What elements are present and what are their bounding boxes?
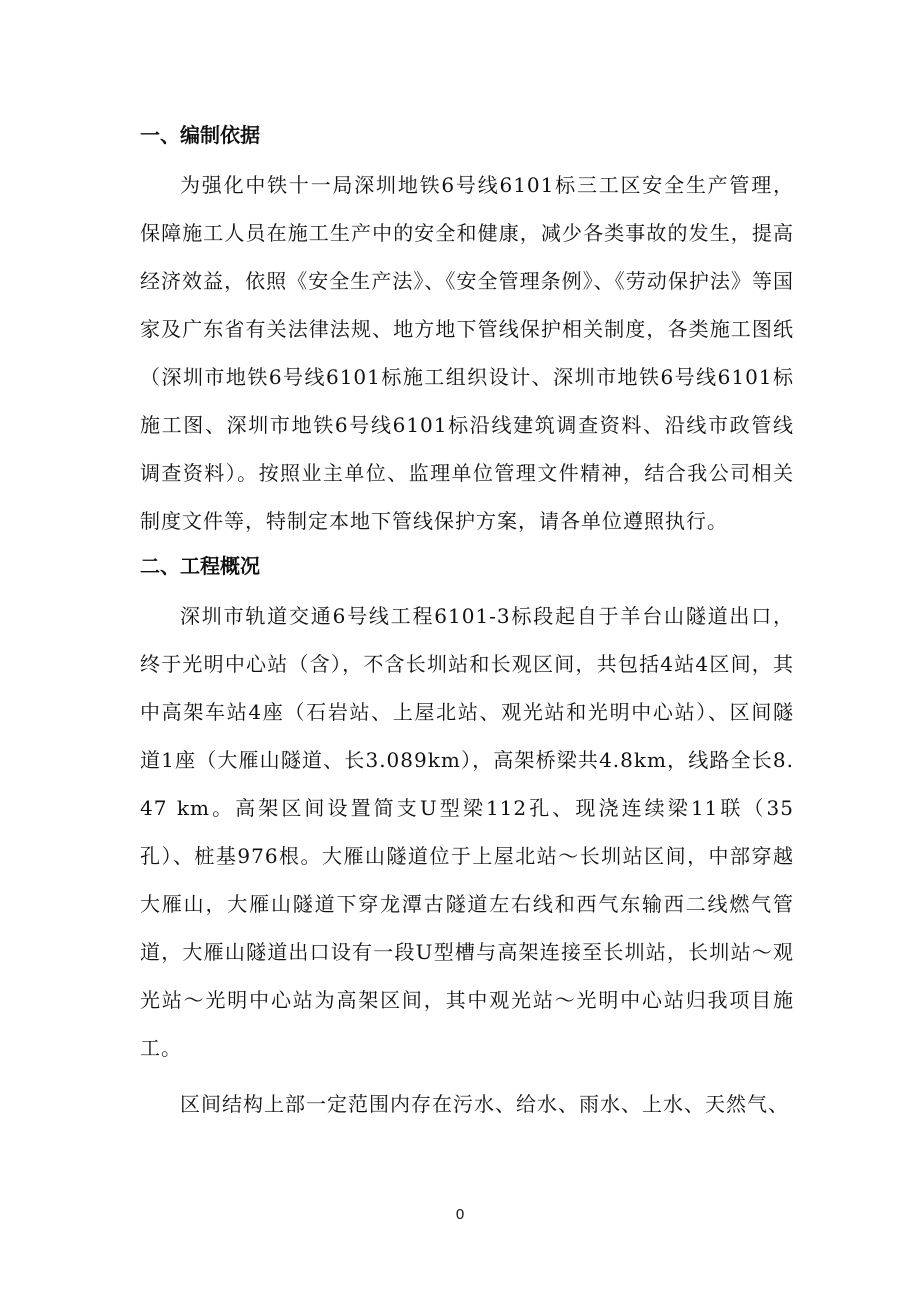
section-heading-basis: 一、编制依据 xyxy=(140,123,260,147)
page-number: 0 xyxy=(455,1206,465,1223)
section-heading-overview: 二、工程概况 xyxy=(140,554,260,578)
paragraph-overview-continued: 区间结构上部一定范围内存在污水、给水、雨水、上水、天然气、 xyxy=(180,1092,789,1116)
paragraph-overview: 深圳市轨道交通6号线工程6101-3标段起自于羊台山隧道出口，终于光明中心站（含），不含长圳站和长观区间，共包括4站4区间，其中高架车站4座（石岩站、上屋北站、观光站和光明中心站）、区间隧道1座（大雁山隧道、长3.089km），高架桥梁共4.8km，线路全长8.47 km。高架区间设置简支U型梁112孔、现浇连续梁11联（35孔）、桩基976根。大雁山隧道位于上屋北站～长圳站区间，中部穿越大雁山，大雁山隧道下穿龙潭古隧道左右线和西气东输西二线燃气管道，大雁山隧道出口设有一段U型槽与高架连接至长圳站，长圳站～观光站～光明中心站为高架区间，其中观光站～光明中心站归我项目施工。 xyxy=(140,604,794,1060)
document-body xyxy=(140,118,794,1128)
paragraph-basis: 为强化中铁十一局深圳地铁6号线6101标三工区安全生产管理，保障施工人员在施工生产中的安全和健康，减少各类事故的发生，提高经济效益，依照《安全生产法》、《安全管理条例》、《劳动保护法》等国家及广东省有关法律法规、地方地下管线保护相关制度，各类施工图纸（深圳市地铁6号线6101标施工组织设计、深圳市地铁6号线6101标施工图、深圳市地铁6号线6101标沿线建筑调查资料、沿线市政管线调查资料）。按照业主单位、监理单位管理文件精神，结合我公司相关制度文件等，特制定本地下管线保护方案，请各单位遵照执行。 xyxy=(140,173,794,533)
